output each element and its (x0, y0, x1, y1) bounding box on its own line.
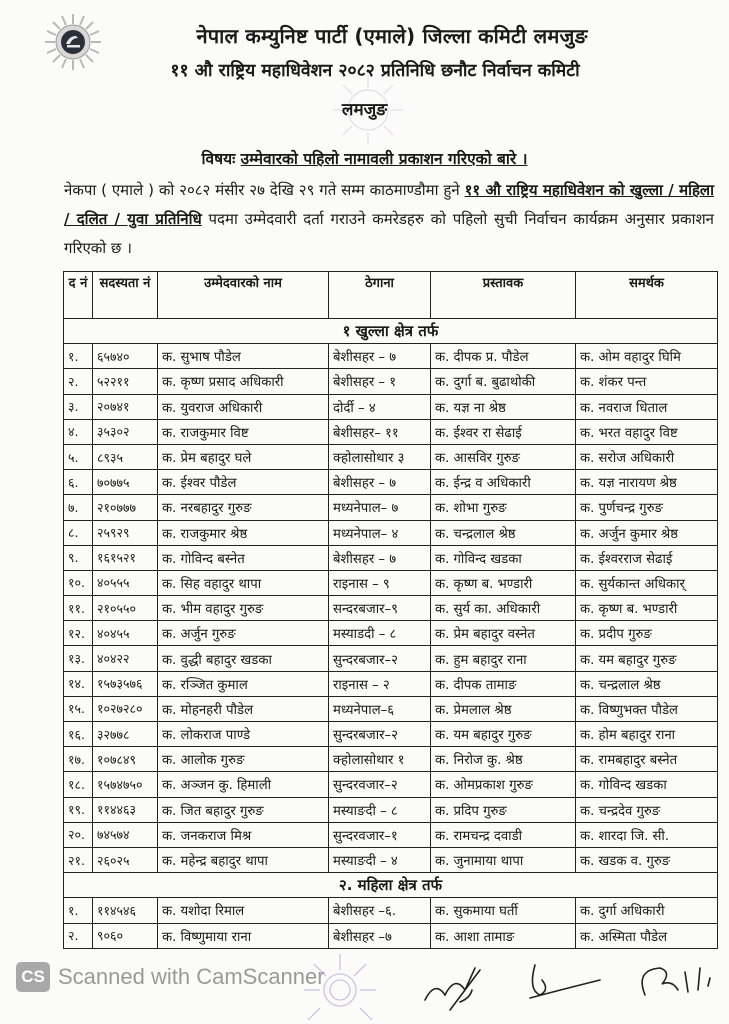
camscanner-logo: CS (16, 962, 50, 992)
table-row (64, 772, 718, 797)
candidate-name-cell: क. कृष्ण प्रसाद अधिकारी (158, 369, 329, 394)
table-row (64, 495, 718, 520)
address-cell: मस्याङदी – ८ (329, 797, 431, 822)
table-row (64, 470, 718, 495)
proposer-cell: क. ओमप्रकाश गुरुङ (431, 772, 576, 797)
membership-cell: ८९३५ (93, 444, 158, 469)
candidate-name-cell: क. अञ्जन कु. हिमाली (158, 772, 329, 797)
candidate-name-cell: क. जित बहादुर गुरुङ (158, 797, 329, 822)
proposer-cell: क. दीपक तामाङ (431, 671, 576, 696)
serial-cell: २१. (64, 847, 93, 872)
supporter-cell: क. रामबहादुर बस्नेत (576, 747, 718, 772)
supporter-cell: क. प्रदीप गुरुङ (576, 621, 718, 646)
signature-1 (425, 968, 480, 1010)
address-cell: क्होलासोथार ३ (329, 444, 431, 469)
proposer-cell: क. आसविर गुरुङ (431, 444, 576, 469)
membership-cell: २५९२९ (93, 520, 158, 545)
candidate-name-cell: क. भीम वहादुर गुरुङ (158, 596, 329, 621)
proposer-cell: क. यज्ञ ना श्रेष्ठ (431, 394, 576, 419)
supporter-cell: क. शारदा जि. सी. (576, 822, 718, 847)
section-title: २. महिला क्षेत्र तर्फ (64, 873, 718, 898)
serial-cell: १९. (64, 797, 93, 822)
proposer-cell: क. सुर्य का. अधिकारी (431, 596, 576, 621)
subject-label: विषयः (201, 150, 236, 168)
header-membership: सदस्यता नं (93, 272, 158, 319)
address-cell: सुन्दरवजार–१ (329, 822, 431, 847)
supporter-cell: क. ईश्वरराज सेढाई (576, 545, 718, 570)
candidate-name-cell: क. गोविन्द बस्नेत (158, 545, 329, 570)
membership-cell: ७०७७५ (93, 470, 158, 495)
candidate-name-cell: क. नरबहादुर गुरुङ (158, 495, 329, 520)
candidate-name-cell: क. यशोदा रिमाल (158, 898, 329, 923)
notice-part-2: पदमा उम्मेदवारी दर्ता गराउने कमरेडहरु को पहिलो सुची निर्वाचन कार्यक्रम अनुसार प्रकाशन गरिएको छ । (64, 210, 714, 257)
address-cell: बेशीसहर – १ (329, 369, 431, 394)
candidate-name-cell: क. लोकराज पाण्डे (158, 722, 329, 747)
party-stamp-icon (300, 950, 380, 1024)
proposer-cell: क. दीपक प्र. पौडेल (431, 344, 576, 369)
serial-cell: ११. (64, 596, 93, 621)
address-cell: सुन्दरबजार–२ (329, 646, 431, 671)
supporter-cell: क. सुर्यकान्त अधिकार् (576, 570, 718, 595)
table-row (64, 747, 718, 772)
section-row (64, 873, 718, 898)
membership-cell: ५२२११ (93, 369, 158, 394)
supporter-cell: क. यज्ञ नारायण श्रेष्ठ (576, 470, 718, 495)
candidate-name-cell: क. आलोक गुरुङ (158, 747, 329, 772)
serial-cell: ५. (64, 444, 93, 469)
membership-cell: ३२७७८ (93, 722, 158, 747)
address-cell: सन्दरबजार–९ (329, 596, 431, 621)
supporter-cell: क. होम बहादुर राना (576, 722, 718, 747)
supporter-cell: क. नवराज धिताल (576, 394, 718, 419)
header-serial: द नं (64, 272, 93, 319)
district-name: लमजुङ (341, 100, 388, 120)
serial-cell: २. (64, 923, 93, 948)
table-row (64, 520, 718, 545)
section-title: १ खुल्ला क्षेत्र तर्फ (64, 319, 718, 344)
proposer-cell: क. हुम बहादुर राना (431, 646, 576, 671)
serial-cell: १. (64, 898, 93, 923)
membership-cell: २१०७७७ (93, 495, 158, 520)
serial-cell: २०. (64, 822, 93, 847)
proposer-cell: क. गोविन्द खडका (431, 545, 576, 570)
supporter-cell: क. चन्द्रलाल श्रेष्ठ (576, 671, 718, 696)
candidate-name-cell: क. मोहनहरी पौडेल (158, 696, 329, 721)
subject-line (0, 147, 729, 169)
notice-underlined: ११ औ राष्ट्रिय महाधिवेशन को खुल्ला / महिला / दलित / युवा प्रतिनिधि (64, 181, 714, 228)
candidate-name-cell: क. राजकुमार विष्ट (158, 419, 329, 444)
table-row (64, 898, 718, 923)
supporter-cell: क. कृष्ण ब. भण्डारी (576, 596, 718, 621)
supporter-cell: क. ओम वहादुर घिमि (576, 344, 718, 369)
address-cell: बेशीसहर –६. (329, 898, 431, 923)
table-row (64, 570, 718, 595)
address-cell: सुन्दरवजार–२ (329, 772, 431, 797)
membership-cell: १०२७२८० (93, 696, 158, 721)
membership-cell: २१०५५० (93, 596, 158, 621)
membership-cell: ३५३०२ (93, 419, 158, 444)
proposer-cell: क. दुर्गा ब. बुढाथोकी (431, 369, 576, 394)
candidate-name-cell: क. अर्जुन गुरुङ (158, 621, 329, 646)
supporter-cell: क. विष्णुभक्त पौडेल (576, 696, 718, 721)
serial-cell: १८. (64, 772, 93, 797)
signatures (410, 950, 720, 1024)
supporter-cell: क. खडक व. गुरुङ (576, 847, 718, 872)
membership-cell: ६५७४० (93, 344, 158, 369)
supporter-cell: क. चन्द्रदेव गुरुङ (576, 797, 718, 822)
candidate-name-cell: क. ईश्वर पौडेल (158, 470, 329, 495)
table-row (64, 369, 718, 394)
proposer-cell: क. प्रेम बहादुर वस्नेत (431, 621, 576, 646)
candidate-name-cell: क. जनकराज मिश्र (158, 822, 329, 847)
header-supporter: समर्थक (576, 272, 718, 319)
candidate-name-cell: क. सुभाष पौडेल (158, 344, 329, 369)
serial-cell: ९. (64, 545, 93, 570)
table-row (64, 621, 718, 646)
serial-cell: ८. (64, 520, 93, 545)
supporter-cell: क. यम बहादुर गुरुङ (576, 646, 718, 671)
serial-cell: १४. (64, 671, 93, 696)
candidate-name-cell: क. रञ्जित कुमाल (158, 671, 329, 696)
serial-cell: ६. (64, 470, 93, 495)
candidate-name-cell: क. विष्णुमाया राना (158, 923, 329, 948)
table-row (64, 696, 718, 721)
supporter-cell: क. शंकर पन्त (576, 369, 718, 394)
header-proposer: प्रस्तावक (431, 272, 576, 319)
proposer-cell: क. जुनामाया थापा (431, 847, 576, 872)
address-cell: दोर्दी – ४ (329, 394, 431, 419)
table-row (64, 545, 718, 570)
camscanner-watermark (16, 962, 325, 992)
membership-cell: १५७४७५० (93, 772, 158, 797)
address-cell: बेशीसहर – ७ (329, 344, 431, 369)
supporter-cell: क. सरोज अधिकारी (576, 444, 718, 469)
candidate-name-cell: क. वुद्धी बहादुर खडका (158, 646, 329, 671)
address-cell: राइनास – ९ (329, 570, 431, 595)
table-row (64, 797, 718, 822)
proposer-cell: क. ईश्वर रा सेढाई (431, 419, 576, 444)
proposer-cell: क. प्रेमलाल श्रेष्ठ (431, 696, 576, 721)
table-row (64, 344, 718, 369)
address-cell: मस्याङदी – ४ (329, 847, 431, 872)
address-cell: बेशीसहर – ७ (329, 545, 431, 570)
serial-cell: १६. (64, 722, 93, 747)
header-address: ठेगाना (329, 272, 431, 319)
candidate-name-cell: क. प्रेम बहादुर घले (158, 444, 329, 469)
proposer-cell: क. सुकमाया घर्ती (431, 898, 576, 923)
candidate-name-cell: क. राजकुमार श्रेष्ठ (158, 520, 329, 545)
membership-cell: ४०४५५ (93, 621, 158, 646)
table-row (64, 722, 718, 747)
membership-cell: १६१५२१ (93, 545, 158, 570)
proposer-cell: क. रामचन्द्र दवाडी (431, 822, 576, 847)
notice-paragraph (64, 176, 714, 263)
table-row (64, 419, 718, 444)
table-row (64, 394, 718, 419)
table-row (64, 822, 718, 847)
address-cell: क्होलासोथार १ (329, 747, 431, 772)
address-cell: राइनास – २ (329, 671, 431, 696)
supporter-cell: क. पुर्णचन्द्र गुरुङ (576, 495, 718, 520)
address-cell: सुन्दरबजार–२ (329, 722, 431, 747)
membership-cell: ७४५७४ (93, 822, 158, 847)
table-row (64, 596, 718, 621)
signature-3 (642, 968, 710, 995)
membership-cell: २६०२५ (93, 847, 158, 872)
proposer-cell: क. कृष्ण ब. भण्डारी (431, 570, 576, 595)
serial-cell: १. (64, 344, 93, 369)
table-row (64, 847, 718, 872)
membership-cell: २०७४१ (93, 394, 158, 419)
table-row (64, 923, 718, 948)
proposer-cell: क. निरोज कु. श्रेष्ठ (431, 747, 576, 772)
camscanner-text: Scanned with CamScanner (58, 964, 325, 989)
address-cell: बेशीसहर– ११ (329, 419, 431, 444)
serial-cell: ३. (64, 394, 93, 419)
membership-cell: ९०६० (93, 923, 158, 948)
proposer-cell: क. शोभा गुरुङ (431, 495, 576, 520)
candidate-table (63, 271, 718, 949)
proposer-cell: क. चन्द्रलाल श्रेष्ठ (431, 520, 576, 545)
supporter-cell: क. दुर्गा अधिकारी (576, 898, 718, 923)
subject-text: उम्मेवारको पहिलो नामावली प्रकाशन गरिएको बारे । (240, 150, 528, 168)
supporter-cell: क. भरत वहादुर विष्ट (576, 419, 718, 444)
address-cell: बेशीसहर –७ (329, 923, 431, 948)
proposer-cell: क. आशा तामाङ (431, 923, 576, 948)
table-row (64, 444, 718, 469)
serial-cell: २. (64, 369, 93, 394)
address-cell: मध्यनेपाल– ७ (329, 495, 431, 520)
signature-2 (530, 965, 600, 998)
supporter-cell: क. अस्मिता पौडेल (576, 923, 718, 948)
membership-cell: १५७३५७६ (93, 671, 158, 696)
notice-part-1: नेकपा ( एमाले ) को २०८२ मंसीर २७ देखि २९ गते सम्म काठमाण्डौमा हुने (64, 181, 465, 199)
candidate-name-cell: क. युवराज अधिकारी (158, 394, 329, 419)
membership-cell: ४०४२२ (93, 646, 158, 671)
membership-cell: १०७८४९ (93, 747, 158, 772)
membership-cell: ४०५५५ (93, 570, 158, 595)
address-cell: मध्यनेपाल–६ (329, 696, 431, 721)
organization-title: नेपाल कम्युनिष्ट पार्टी (एमाले) जिल्ला कमिटी लमजुङ (196, 24, 588, 48)
address-cell: मस्याडदी – ८ (329, 621, 431, 646)
supporter-cell: क. गोविन्द खडका (576, 772, 718, 797)
proposer-cell: क. यम बहादुर गुरुङ (431, 722, 576, 747)
section-row (64, 319, 718, 344)
address-cell: बेशीसहर – ७ (329, 470, 431, 495)
proposer-cell: क. प्रदिप गुरुङ (431, 797, 576, 822)
table-row (64, 646, 718, 671)
header-candidate-name: उम्मेदवारको नाम (158, 272, 329, 319)
membership-cell: ११४५४६ (93, 898, 158, 923)
proposer-cell: क. ईन्द्र व अधिकारी (431, 470, 576, 495)
serial-cell: १०. (64, 570, 93, 595)
serial-cell: १५. (64, 696, 93, 721)
candidate-name-cell: क. सिह वहादुर थापा (158, 570, 329, 595)
serial-cell: १७. (64, 747, 93, 772)
committee-title: ११ औ राष्ट्रिय महाधिवेशन २०८२ प्रतिनिधि छनौट निर्वाचन कमिटी (170, 61, 580, 81)
serial-cell: १२. (64, 621, 93, 646)
serial-cell: ४. (64, 419, 93, 444)
serial-cell: १३. (64, 646, 93, 671)
serial-cell: ७. (64, 495, 93, 520)
table-header-row (64, 272, 718, 319)
address-cell: मध्यनेपाल– ४ (329, 520, 431, 545)
table-row (64, 671, 718, 696)
candidate-name-cell: क. महेन्द्र बहादुर थापा (158, 847, 329, 872)
membership-cell: ११४४६३ (93, 797, 158, 822)
supporter-cell: क. अर्जुन कुमार श्रेष्ठ (576, 520, 718, 545)
